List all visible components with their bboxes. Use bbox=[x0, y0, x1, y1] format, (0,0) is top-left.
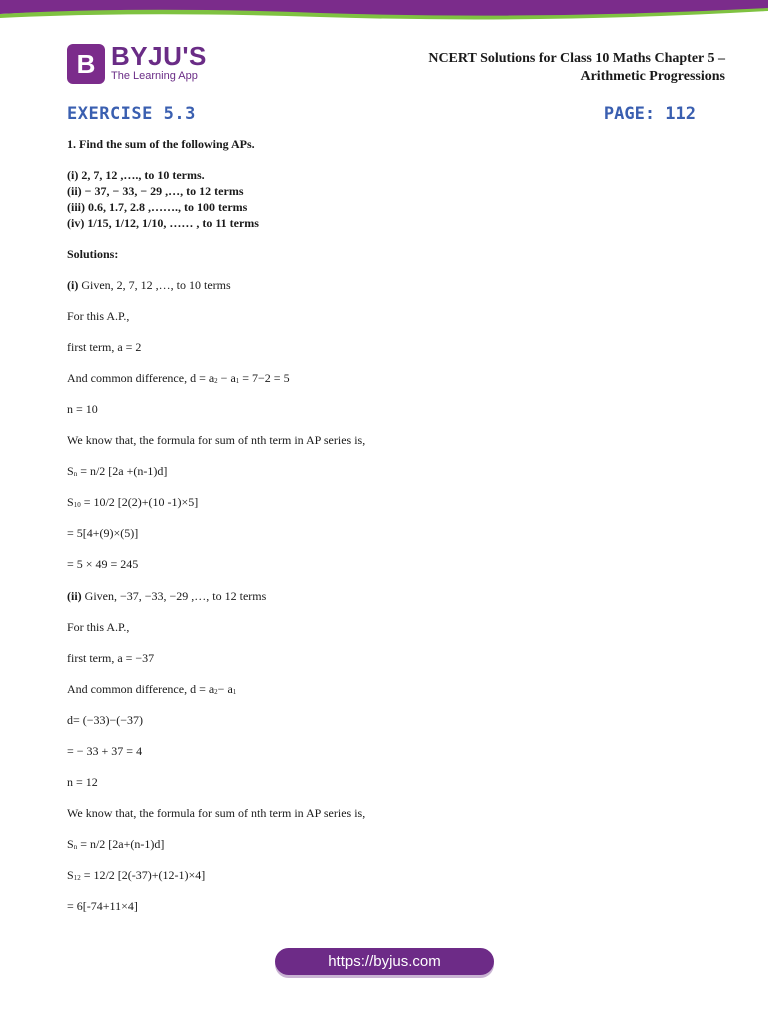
solution-line bbox=[67, 278, 231, 293]
solution-line: We know that, the formula for sum of nth term in AP series is, bbox=[67, 433, 366, 447]
solution-line: d= (−33)−(−37) bbox=[67, 713, 144, 727]
part-label: (ii) bbox=[67, 589, 82, 603]
subscript: 12 bbox=[73, 874, 81, 882]
text-segment: − a bbox=[217, 682, 233, 696]
solution-line: For this A.P., bbox=[67, 620, 130, 634]
solutions-heading: Solutions: bbox=[67, 247, 119, 261]
document-title-line2: Arithmetic Progressions bbox=[580, 69, 725, 84]
question-title: 1. Find the sum of the following APs. bbox=[67, 137, 255, 151]
solution-line bbox=[67, 682, 236, 697]
document-title-line1: NCERT Solutions for Class 10 Maths Chapter 5 – bbox=[428, 51, 725, 66]
question-part: (iii) 0.6, 1.7, 2.8 ,……., to 100 terms bbox=[67, 200, 248, 214]
footer-url-link[interactable]: https://byjus.com bbox=[275, 948, 494, 975]
exercise-heading: EXERCISE 5.3 bbox=[67, 104, 196, 124]
question-part: (ii) − 37, − 33, − 29 ,…, to 12 terms bbox=[67, 184, 244, 198]
subscript: 1 bbox=[235, 377, 240, 385]
logo-tagline: The Learning App bbox=[111, 70, 198, 82]
text-segment: = n/2 [2a+(n-1)d] bbox=[77, 837, 165, 851]
byjus-logo bbox=[67, 41, 237, 86]
subscript: n bbox=[73, 843, 78, 851]
logo-name: BYJU'S bbox=[111, 41, 207, 71]
solution-line: We know that, the formula for sum of nth term in AP series is, bbox=[67, 806, 366, 820]
solution-line: = 5 × 49 = 245 bbox=[67, 557, 139, 571]
text-segment: = 10/2 [2(2)+(10 -1)×5] bbox=[80, 495, 199, 509]
text-segment: − a bbox=[217, 371, 236, 385]
part-label: (i) bbox=[67, 278, 79, 292]
solution-line bbox=[67, 589, 266, 604]
subscript: 1 bbox=[232, 688, 237, 696]
text-segment: S bbox=[67, 837, 74, 851]
solution-line bbox=[67, 495, 198, 510]
logo-letter-box: B bbox=[67, 44, 105, 84]
text-segment: And common difference, d = a bbox=[67, 371, 215, 385]
solution-line: n = 10 bbox=[67, 402, 98, 416]
subscript: 10 bbox=[73, 501, 81, 509]
document-title bbox=[365, 50, 725, 86]
text-segment: = n/2 [2a +(n-1)d] bbox=[77, 464, 168, 478]
solution-line bbox=[67, 371, 290, 386]
solution-line bbox=[67, 868, 205, 883]
given-text: Given, −37, −33, −29 ,…, to 12 terms bbox=[81, 589, 267, 603]
solution-line: first term, a = −37 bbox=[67, 651, 155, 665]
page-number: PAGE: 112 bbox=[603, 104, 696, 124]
solution-line bbox=[67, 837, 164, 852]
text-segment: S bbox=[67, 868, 74, 882]
text-segment: And common difference, d = a bbox=[67, 682, 215, 696]
solution-line: For this A.P., bbox=[67, 309, 130, 323]
solution-line: n = 12 bbox=[67, 775, 98, 789]
text-segment: S bbox=[67, 495, 74, 509]
question-part: (i) 2, 7, 12 ,…., to 10 terms. bbox=[67, 168, 205, 182]
solution-line: = 5[4+(9)×(5)] bbox=[67, 526, 139, 540]
subscript: 2 bbox=[214, 688, 218, 696]
question-part: (iv) 1/15, 1/12, 1/10, …… , to 11 terms bbox=[67, 216, 259, 230]
text-segment: S bbox=[67, 464, 74, 478]
text-segment: = 7−2 = 5 bbox=[239, 371, 290, 385]
solution-line: = − 33 + 37 = 4 bbox=[67, 744, 143, 758]
subscript: n bbox=[73, 470, 78, 478]
text-segment: = 12/2 [2(-37)+(12-1)×4] bbox=[80, 868, 206, 882]
given-text: Given, 2, 7, 12 ,…, to 10 terms bbox=[78, 278, 231, 292]
solution-line bbox=[67, 464, 167, 479]
top-decorative-band bbox=[0, 0, 768, 22]
subscript: 2 bbox=[214, 377, 218, 385]
solution-line: = 6[-74+11×4] bbox=[67, 899, 138, 913]
solution-line: first term, a = 2 bbox=[67, 340, 142, 354]
